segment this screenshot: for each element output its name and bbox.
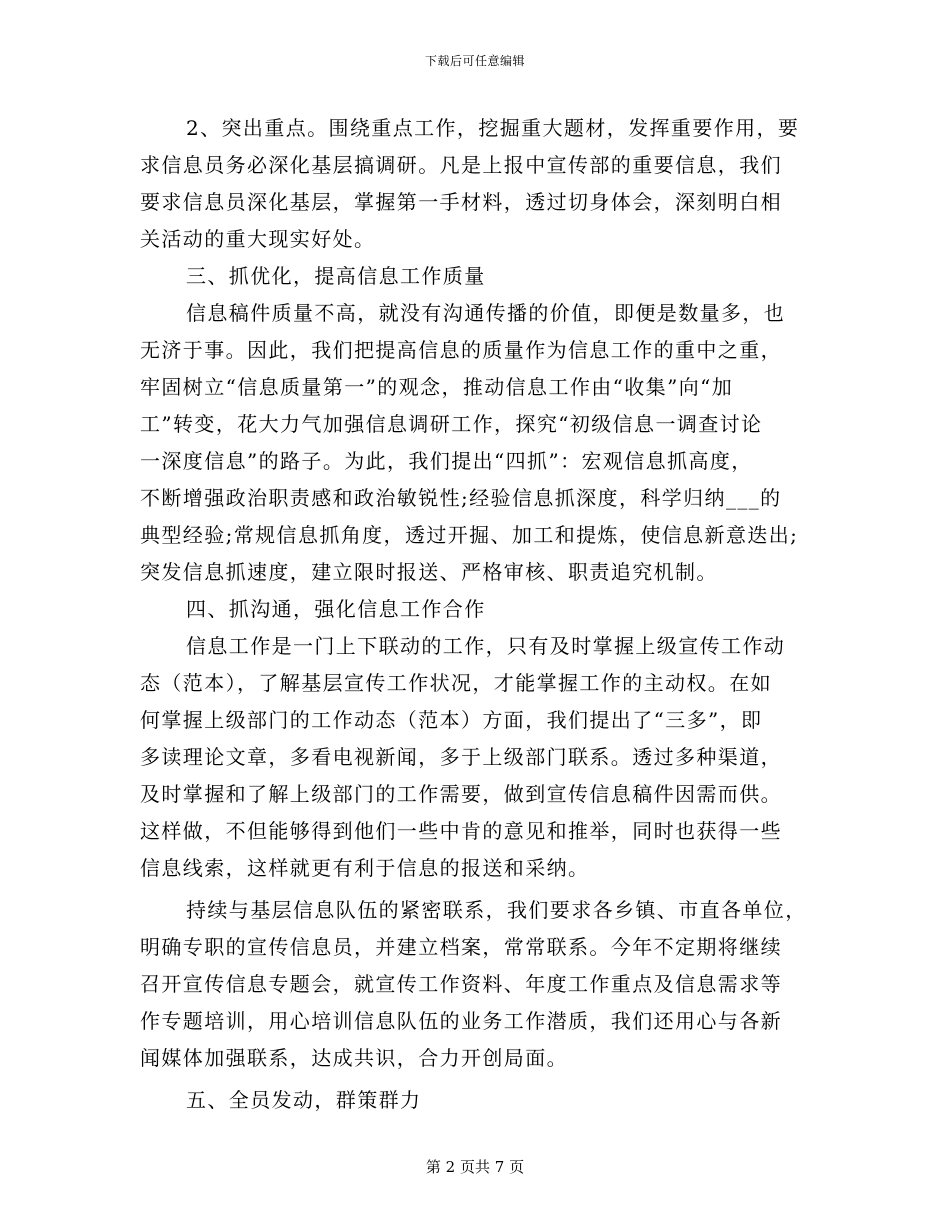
text-line: 明确专职的宣传信息员，并建立档案，常常联系。今年不定期将继续 — [140, 935, 782, 959]
text-line: 典型经验;常规信息抓角度，透过开掘、加工和提炼，使信息新意迭出; — [140, 523, 799, 547]
text-line: 牢固树立“信息质量第一”的观念，推动信息工作由“收集”向“加 — [140, 375, 734, 399]
text-line: 无济于事。因此，我们把提高信息的质量作为信息工作的重中之重， — [140, 338, 782, 362]
text-line: 关活动的重大现实好处。 — [140, 227, 376, 251]
text-line: 多读理论文章，多看电视新闻，多于上级部门联系。透过多种渠道， — [140, 745, 782, 769]
text-line: 态（范本），了解基层宣传工作状况，才能掌握工作的主动权。在如 — [140, 671, 772, 695]
text-line: 这样做，不但能够得到他们一些中肯的意见和推举，同时也获得一些 — [140, 819, 782, 843]
text-line: 信息线索，这样就更有利于信息的报送和采纳。 — [140, 856, 590, 880]
text-line: 作专题培训，用心培训信息队伍的业务工作潜质，我们还用心与各新 — [140, 1009, 782, 1033]
text-line: 2、突出重点。围绕重点工作，挖掘重大题材，发挥重要作用，要 — [186, 116, 800, 140]
text-line: 持续与基层信息队伍的紧密联系，我们要求各乡镇、市直各单位， — [186, 898, 807, 922]
text-line: 突发信息抓速度，建立限时报送、严格审核、职责追究机制。 — [140, 560, 718, 584]
text-line: 要求信息员深化基层，掌握第一手材料，透过切身体会，深刻明白相 — [140, 190, 782, 214]
text-line: 五、全员发动，群策群力 — [186, 1088, 422, 1112]
page-footer: 第 2 页共 7 页 — [425, 1158, 525, 1176]
page-header: 下载后可任意编辑 — [424, 54, 525, 68]
text-line: 闻媒体加强联系，达成共识，合力开创局面。 — [140, 1046, 568, 1070]
text-line: 及时掌握和了解上级部门的工作需要，做到宣传信息稿件因需而供。 — [140, 782, 782, 806]
document-body — [140, 110, 820, 1119]
text-line: 一深度信息”的路子。为此，我们提出“四抓”：宏观信息抓高度， — [140, 449, 753, 473]
text-line: 求信息员务必深化基层搞调研。凡是上报中宣传部的重要信息，我们 — [140, 153, 782, 177]
text-line: 不断增强政治职责感和政治敏锐性;经验信息抓深度，科学归纳___的 — [140, 486, 782, 510]
text-line: 何掌握上级部门的工作动态（范本）方面，我们提出了“三多”，即 — [140, 708, 763, 732]
text-line: 四、抓沟通，强化信息工作合作 — [186, 597, 486, 621]
text-line: 信息工作是一门上下联动的工作，只有及时掌握上级宣传工作动 — [186, 634, 786, 658]
text-line: 工”转变，花大力气加强信息调研工作，探究“初级信息一调查讨论 — [140, 412, 763, 436]
text-line: 三、抓优化，提高信息工作质量 — [186, 264, 486, 288]
text-line: 信息稿件质量不高，就没有沟通传播的价值，即便是数量多，也 — [186, 301, 786, 325]
text-line: 召开宣传信息专题会，就宣传工作资料、年度工作重点及信息需求等 — [140, 972, 782, 996]
